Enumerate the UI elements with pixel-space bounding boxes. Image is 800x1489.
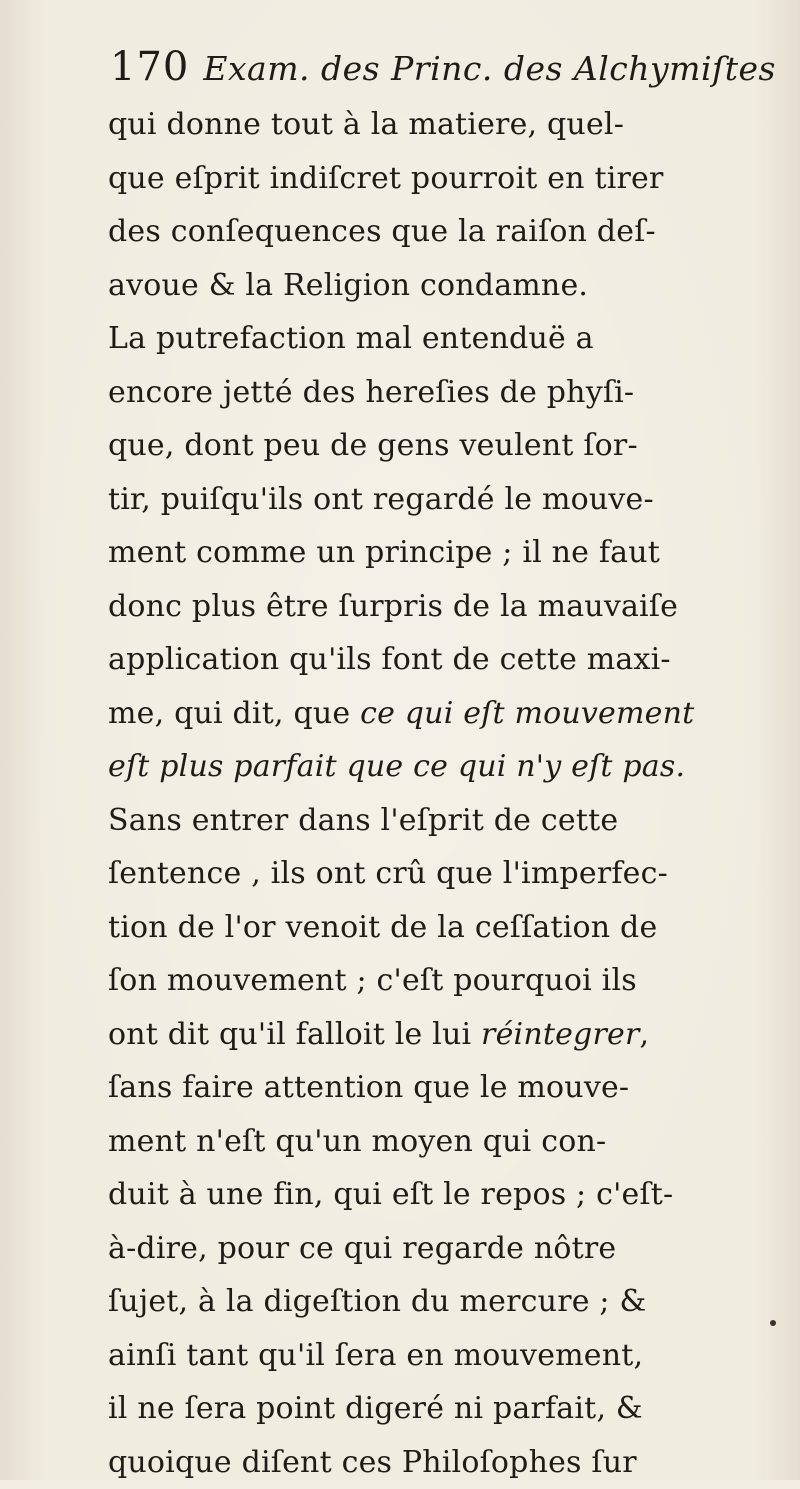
text-segment: quoique diſent ces Philoſophes ſur <box>108 1445 637 1480</box>
text-segment: ſans faire attention que le mouve- <box>108 1070 629 1105</box>
text-line <box>108 1436 788 1489</box>
text-segment: application qu'ils font de cette maxi- <box>108 642 671 677</box>
text-line <box>108 1115 788 1169</box>
text-segment: ment n'eſt qu'un moyen qui con- <box>108 1124 606 1159</box>
text-line <box>108 1222 788 1276</box>
text-line <box>108 1168 788 1222</box>
running-title: Exam. des Princ. des Alchymiſtes <box>203 49 776 88</box>
text-line <box>108 259 788 313</box>
text-segment: il ne ſera point digeré ni parfait, & <box>108 1391 643 1426</box>
page-number: 170 <box>110 44 189 90</box>
text-line <box>108 633 788 687</box>
text-line <box>108 419 788 473</box>
page-header <box>110 44 770 100</box>
text-segment: que, dont peu de gens veulent ſor- <box>108 428 638 463</box>
text-line <box>108 580 788 634</box>
text-segment: ont dit qu'il falloit le lui <box>108 1017 481 1052</box>
text-line <box>108 473 788 527</box>
text-segment: ſon mouvement ; c'eſt pourquoi ils <box>108 963 637 998</box>
text-segment: ſujet, à la digeſtion du mercure ; & <box>108 1284 646 1319</box>
text-line <box>108 1329 788 1383</box>
text-line <box>108 205 788 259</box>
text-line <box>108 1061 788 1115</box>
text-segment: que eſprit indiſcret pourroit en tirer <box>108 161 664 196</box>
text-segment: duit à une fin, qui eſt le repos ; c'eſt- <box>108 1177 673 1212</box>
text-line <box>108 98 788 152</box>
italic-text: réintegrer <box>481 1017 639 1052</box>
text-line <box>108 312 788 366</box>
text-segment: tion de l'or venoit de la ceſſation de <box>108 910 657 945</box>
text-segment: Sans entrer dans l'eſprit de cette <box>108 803 618 838</box>
text-line <box>108 687 788 741</box>
text-line <box>108 847 788 901</box>
text-line <box>108 1275 788 1329</box>
text-line <box>108 366 788 420</box>
text-segment: tir, puiſqu'ils ont regardé le mouve- <box>108 482 654 517</box>
text-segment: avoue & la Religion condamne. <box>108 268 588 303</box>
text-line <box>108 740 788 794</box>
body-text <box>108 98 788 1489</box>
text-segment: ment comme un principe ; il ne faut <box>108 535 660 570</box>
text-segment: me, qui dit, que <box>108 696 360 731</box>
text-segment: qui donne tout à la matiere, quel- <box>108 107 624 142</box>
text-segment: encore jetté des hereſies de phyſi- <box>108 375 634 410</box>
text-segment: des conſequences que la raiſon deſ- <box>108 214 656 249</box>
text-line <box>108 794 788 848</box>
text-line <box>108 152 788 206</box>
text-segment: à-dire, pour ce qui regarde nôtre <box>108 1231 616 1266</box>
ink-speck <box>770 1320 776 1326</box>
italic-text: eſt plus parfait que ce qui n'y eſt pas. <box>108 749 685 784</box>
italic-text: ce qui eſt mouvement <box>360 696 694 731</box>
text-segment: La putrefaction mal entenduë a <box>108 321 594 356</box>
text-line <box>108 1008 788 1062</box>
text-segment: ſentence , ils ont crû que l'imperfec- <box>108 856 668 891</box>
text-segment: donc plus être ſurpris de la mauvaiſe <box>108 589 678 624</box>
text-line <box>108 954 788 1008</box>
text-segment: ainſi tant qu'il ſera en mouvement, <box>108 1338 643 1373</box>
text-line <box>108 901 788 955</box>
text-line <box>108 526 788 580</box>
text-line <box>108 1382 788 1436</box>
text-segment: , <box>640 1017 650 1052</box>
